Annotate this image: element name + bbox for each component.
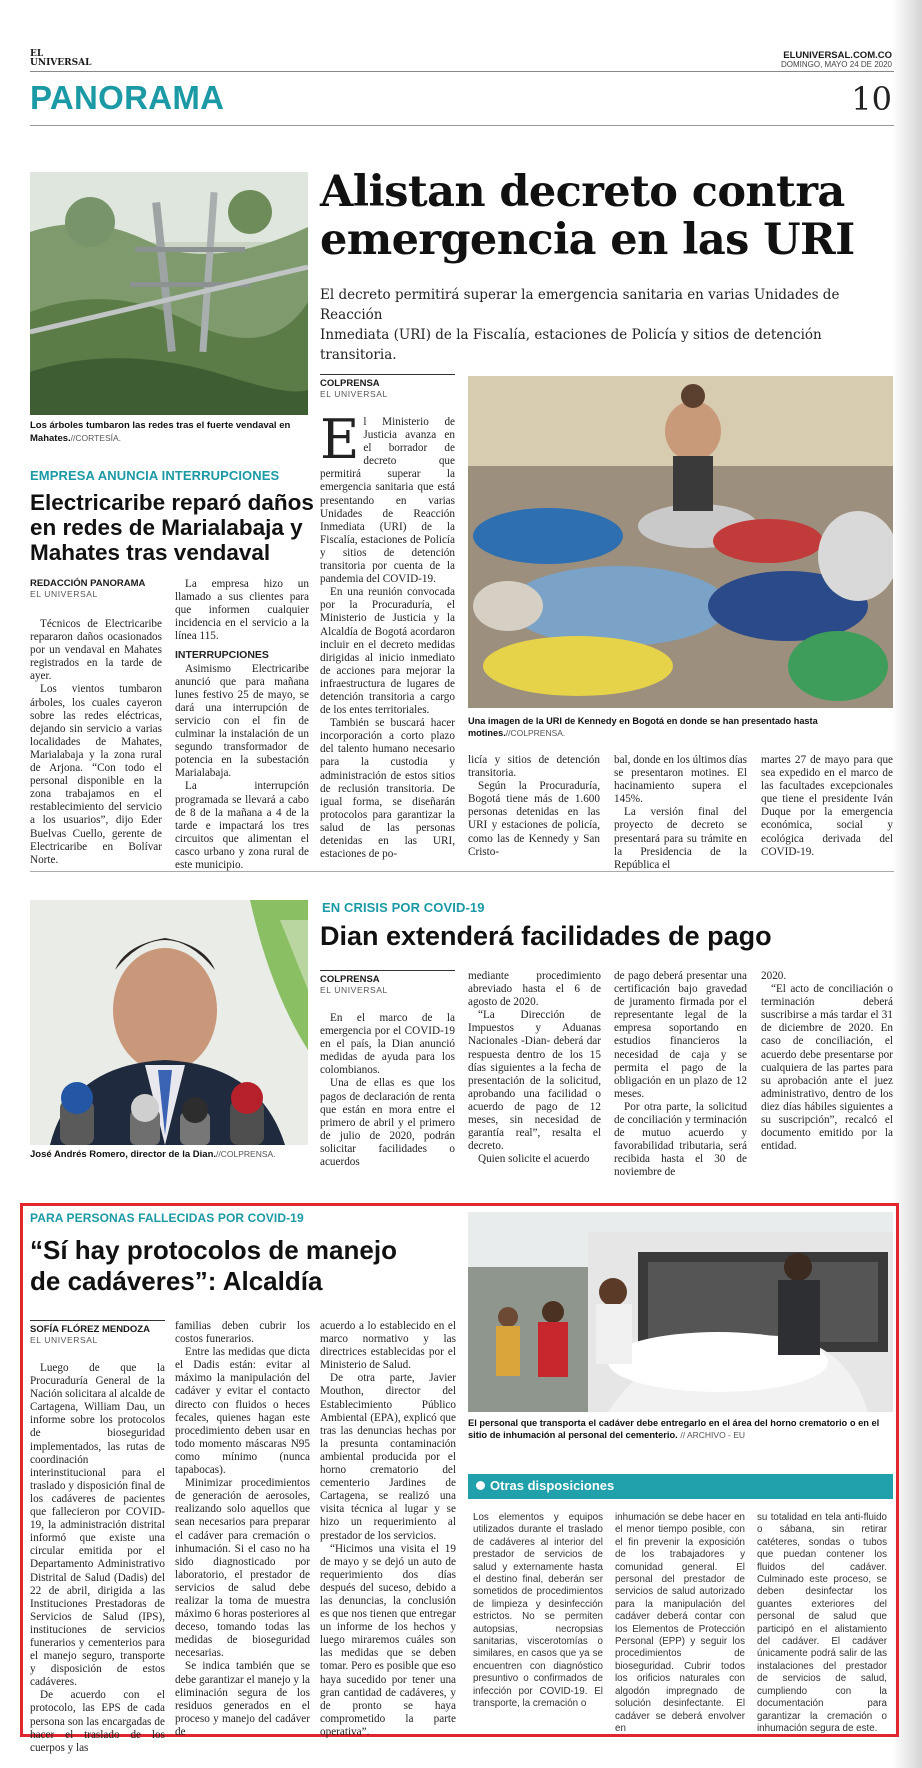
left-headline-line-2: en redes de Marialabaja y [30,515,303,540]
bottom-byline-bar [30,1320,165,1321]
box-title: Otras disposiciones [490,1478,615,1493]
left-headline-line-1: Electricaribe reparó daños [30,490,314,515]
main-byline [320,374,455,400]
left-col1-p1: Técnicos de Electricaribe repararon daños ocasionados por un vendaval en Mahates registrados en la tarde de ayer. [30,618,162,683]
logo-line-2: UNIVERSAL [30,58,92,68]
main-col2-p2: Según la Procuraduría, Bogotá tiene más de 1.600 personas detenidas en las URI y estaciones de policía, como las de Kennedy y San Cristo- [468,780,600,858]
logo-line-1: EL [30,49,44,59]
main-col2-text: licía y sitios de detención transitoria. [468,754,600,780]
main-col-1 [320,408,455,861]
main-col1-p3: También se buscará hacer incorporación a corto plazo del talento humano necesario para la custodia y administración de estos sitios de reclusión transitoria. De igual forma, se diseñarán protocolos para garantizar la salud de las personas detenidas en las URI, estaciones de po- [320,717,455,861]
left-subhead: INTERRUPCIONES [175,649,269,662]
dian-col3-p2: Por otra parte, la solicitud de conciliación y terminación de mutuo acuerdo y favorabilidad tributaria, será recibida hasta el 30 de noviembre de [614,1100,747,1179]
dian-col-2 [468,970,601,1166]
dian-col2-p2: “La Dirección de Impuestos y Aduanas Nacionales -Dian- deberá dar respuesta dentro de los 15 días siguientes a la fecha de presentación de la solicitud, aprobando una facilidad o acuerdo de pago de 12 meses, sin necesidad de garantía real”, resalta el decreto. [468,1009,601,1153]
bottom-col2-p1: familias deben cubrir los costos funerarios. [175,1320,310,1346]
bottom-col2-p3: Minimizar procedimientos de generación de aerosoles, realizando solo aquellos que sean necesarios para preparar el cadáver para cremación o inhumación. Si el caso no ha sido diagnosticado por laboratorio, el prestador de servicios de salud debe realizar la toma de muestra máximo 6 horas posteriores al deceso, tomando todas las medidas de bioseguridad necesarias. [175,1477,310,1660]
bottom-headline [30,1235,460,1297]
dian-col4-p2: “El acto de conciliación o terminación deberá suscribirse a más tardar el 31 de diciembre de 2020. En caso de conciliación, el acuerdo debe presentarse por cualquiera de las partes para su aprobación ante el juez administrativo, dentro de los diez días hábiles siguientes a su suscripción”, recalcó el documento emitido por la entidad. [761,983,893,1153]
bottom-col-2 [175,1320,310,1739]
main-photo-caption-text: Una imagen de la URI de Kennedy en Bogotá en donde se han presentado hasta motines. [468,716,818,738]
bottom-col3-p1: acuerdo a lo establecido en el marco normativo y las directrices establecidas por el Ministerio de Salud. [320,1320,456,1372]
box-header [468,1474,893,1498]
dian-col2-p1: mediante procedimiento abreviado hasta el 6 de agosto de 2020. [468,970,601,1009]
dian-photo-caption-text: José Andrés Romero, director de la Dian. [30,1149,217,1160]
main-byline-bar [320,374,455,375]
main-dropcap: E [320,408,360,471]
bottom-col3-p3: “Hicimos una visita el 19 de mayo y se dejó un auto de requerimiento dos días después del suceso, debido a las denuncias, la conclusión es que nos tienen que entregar un informe de los hechos y luego miraremos cuáles son las medidas que se deben tomar. Pero es posible que eso haya sucedido por tener una gran cantidad de cadáveres, y de pronto se haya comprometido la parte operativa”. [320,1542,456,1738]
left-col-2 [175,578,309,872]
bottom-col-3 [320,1320,456,1739]
bottom-byline-org: EL UNIVERSAL [30,1335,98,1345]
main-col3-p2: La versión final del proyecto de decreto se presentará para su trámite en la Presidencia de la República el [614,806,747,871]
bottom-col2-p4: Se indica también que se debe garantizar el manejo y la eliminación segura de los residuos generados en el proceso y manejo del cadáver de [175,1660,310,1738]
bottom-col1-p1: Luego de que la Procuraduría General de la Nación solicitara al alcalde de Cartagena, William Dau, un informe sobre los protocolos de bioseguridad implementados, las rutas de coordinación interinstitucional para el traslado y disposición final de los cadáveres de pacientes que fallecieron por COVID-19, la administración distrital informó que existe una circular emitida por el Departamento Administrativo Distrital de Salud (Dadis) del 22 de abril, dirigida a las Instituciones Prestadoras de Servicios de Salud (IPS), instituciones de servicios funerarios y cementerios para el manejo seguro, transporte y disposición de estos cadáveres. [30,1362,165,1689]
left-headline [30,490,320,565]
dian-photo-caption [30,1148,308,1161]
photo-body-transport [468,1212,893,1412]
dian-col-4 [761,970,893,1153]
dian-byline-org: EL UNIVERSAL [320,985,388,995]
dian-col-1 [320,1012,455,1169]
main-col-4 [761,754,893,859]
section-title: PANORAMA [30,79,225,116]
dian-byline-name: COLPRENSA [320,974,380,985]
left-col2-p1: La empresa hizo un llamado a sus clientes para que informen cualquier incidencia en el servicio a la línea 115. [175,578,309,643]
photo-uri-detainees [468,376,893,708]
masthead-rule-top [30,71,894,72]
main-col1-first: l Ministerio de Justicia avanza en el borrador de decreto que permitirá superar la emergencia sanitaria que está presentando en varias Unidades de Reacción Inmediata (URI) de la Fiscalía, estaciones de Policía y sitios de detención transitoria por cuenta de la pandemia del COVID-19. [320,416,455,586]
main-col-3 [614,754,747,872]
bottom-col2-p2: Entre las medidas que dicta el Dadis están: evitar al máximo la manipulación del cadáver y evitar el contacto directo con fluidos o heces fecales, quienes hagan este procedimiento deben usar en todo momento máscaras N95 como mínimo (nunca tapabocas). [175,1346,310,1477]
main-col-2 [468,754,600,859]
dian-col2-p3: Quien solicite el acuerdo [478,1153,590,1166]
main-photo-caption [468,715,893,739]
left-byline [30,578,162,600]
box-col-1: Los elementos y equipos utilizados durante el traslado de cadáveres al interior del prestador de servicios de salud y externamente hasta el destino final, deberán ser sometidos de procedimientos de limpieza y desinfección estrictos. No se permiten autopsias, necropsias sanitarias, viscerotomías o similares, en casos que ya se encuentren con diagnóstico presuntivo o confirmados de infección por COVID-19. El transporte, la cremación o [473,1512,603,1710]
bottom-headline-line-2: de cadáveres”: Alcaldía [30,1266,323,1296]
left-col-1 [30,618,162,867]
bottom-byline-name: SOFÍA FLÓREZ MENDOZA [30,1324,150,1335]
left-kicker: EMPRESA ANUNCIA INTERRUPCIONES [30,468,280,483]
main-headline-line-1: Alistan decreto contra [320,167,845,217]
dian-col1-p2: Una de ellas es que los pagos de declaración de renta que están en mora entre el primero de abril y el primero de julio de 2020, podrán solicitar facilidades o acuerdos [320,1077,455,1169]
page-number: 10 [851,80,892,118]
dian-headline: Dian extenderá facilidades de pago [320,921,772,951]
photo-fallen-trees [30,172,308,415]
main-headline [320,168,900,264]
masthead-logo [30,50,91,68]
main-byline-name: COLPRENSA [320,378,380,389]
main-byline-org: EL UNIVERSAL [320,389,388,399]
left-col2-p2: Asimismo Electricaribe anunció que para mañana lunes festivo 25 de mayo, se dará una interrupción de servicio con el fin de culminar la instalación de un segundo transformador de potencia en la subestación Marialabaja. [175,662,309,780]
main-deck [320,285,895,365]
dian-col-3 [614,970,747,1180]
main-headline-line-2: emergencia en las URI [320,215,855,265]
main-deck-line-2: Inmediata (URI) de la Fiscalía, estaciones de Policía y sitios de detención transitoria. [320,327,822,363]
masthead-rule-bottom [30,125,894,126]
main-col4-text: martes 27 de mayo para que sea expedido en el marco de las facultades excepcionales que tiene el presidente Iván Duque por la emergencia económica, social y ecológica derivada del COVID-19. [761,754,893,858]
left-photo-credit: //CORTESÍA. [70,433,122,443]
box-col-2: inhumación se debe hacer en el menor tiempo posible, con el fin prevenir la exposición de los trabajadores y comunidad general. El personal del prestador de servicios de salud autorizado para la manipulación del cadáver deberá contar con los Elementos de Protección Personal (EPP) y seguir los procedimientos de bioseguridad. Cubrir todos los orificios naturales con algodón impregnado de solución desinfectante. El cadáver se deberá envolver en [615,1512,745,1734]
left-photo-caption-text: Los árboles tumbaron las redes tras el fuerte vendaval en Mahates. [30,420,291,444]
bottom-kicker: PARA PERSONAS FALLECIDAS POR COVID-19 [30,1211,304,1225]
main-deck-line-1: El decreto permitirá superar la emergencia sanitaria en varias Unidades de Reacción [320,287,840,323]
left-col1-p2: Los vientos tumbaron árboles, los cuales cayeron sobre las redes eléctricas, dejando sin servicio a varias localidades de Mahates, Marialabaja y la zona rural de Arjona. “Con todo el personal disponible en la zona trabajamos en el restablecimiento del servicio a los usuarios”, dijo Eder Buelvas Cuello, gerente de Electricaribe en Bolívar Norte. [30,683,162,866]
main-photo-credit: //COLPRENSA. [505,728,566,738]
masthead-date: DOMINGO, MAYO 24 DE 2020 [781,60,892,69]
dian-col1-p1: En el marco de la emergencia por el COVID-19 en el país, la Dian anunció medidas de ayuda para los colombianos. [320,1012,455,1077]
dian-col3-p1: de pago deberá presentar una certificación bajo gravedad de juramento firmada por el representante legal de la empresa soportando en estudios financieros la necesidad de caja y se permita el pago de la obligación en un plazo de 12 meses. [614,970,747,1100]
bottom-photo-caption-text: El personal que transporta el cadáver debe entregarlo en el área del horno crematorio o en el sitio de inhumación al personal del cementerio. [468,1418,880,1440]
left-headline-line-3: Mahates tras vendaval [30,540,271,565]
bottom-photo-credit: // ARCHIVO - EU [680,1430,746,1440]
bottom-headline-line-1: “Sí hay protocolos de manejo [30,1235,397,1265]
bottom-col-1 [30,1362,165,1755]
box-bullet-icon [476,1481,485,1490]
photo-dian-director [30,900,308,1145]
dian-byline-bar [320,970,455,971]
masthead-site: ELUNIVERSAL.COM.CO [783,50,892,61]
bottom-byline [30,1320,165,1346]
bottom-col3-p2: De otra parte, Javier Mouthon, director del Establecimiento Público Ambiental (EPA), explicó que tras las denuncias hechas por la presunta contaminación ambiental producida por el horno crematorio del cementerio Jardines de Cartagena, se realizó una visita técnica al lugar y se hizo un requerimiento al prestador de los servicios. [320,1372,456,1542]
bottom-photo-caption [468,1417,893,1441]
left-photo-caption [30,420,300,445]
section-rule-1 [30,871,894,872]
main-col3-text: bal, donde en los últimos días se presentaron motines. El hacinamiento supera el 145%. [614,754,747,806]
main-col1-p2: En una reunión convocada por la Procuraduría, el Ministerio de Justicia y la Alcaldía de Bogotá acordaron incluir en el decreto medidas dirigidas al inicio inmediato de acciones para mejorar la infraestructura de lugares de detención transitoria a cargo de los entes territoriales. [320,586,455,717]
dian-byline [320,970,455,996]
left-byline-org: EL UNIVERSAL [30,589,98,599]
left-col2-p3: La interrupción programada se llevará a cabo de 8 de la mañana a 4 de la tarde e impactará los tres circuitos que alimentan el casco urbano y zona rural de este municipio. [175,780,309,871]
left-byline-name: REDACCIÓN PANORAMA [30,578,146,589]
box-col-3: su totalidad en tela anti-fluido o sábana, sin retirar catéteres, sondas o tubos que puedan contener los fluidos del cadáver. Culminado este proceso, se deben desinfectar los guantes exteriores del personal de salud que participó en el alistamiento del cadáver. El cadáver únicamente podrá salir de las instalaciones del prestador de servicios de salud, cumpliendo con la documentación para garantizar la cremación o inhumación segura de este. [757,1512,887,1734]
dian-kicker: EN CRISIS POR COVID-19 [322,900,485,915]
bottom-col1-p2: De acuerdo con el protocolo, las EPS de cada persona son las encargadas de hacer el traslado de los cuerpos y las [30,1689,165,1754]
dian-col4-p1: 2020. [761,970,787,982]
dian-photo-credit: //COLPRENSA. [216,1149,276,1159]
